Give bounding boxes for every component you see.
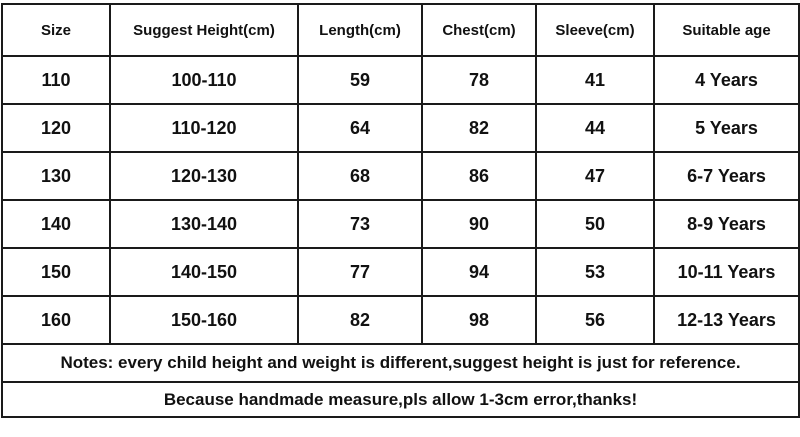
notes-row: [2, 344, 799, 382]
header-size: Size: [2, 4, 110, 56]
cell-suggest-height: 120-130: [110, 152, 298, 200]
cell-chest: 78: [422, 56, 536, 104]
cell-suggest-height: 130-140: [110, 200, 298, 248]
header-length: Length(cm): [298, 4, 422, 56]
notes-error-text: Because handmade measure,pls allow 1-3cm error,thanks!: [2, 382, 799, 417]
table-row: [2, 296, 799, 344]
table-row: [2, 200, 799, 248]
cell-chest: 86: [422, 152, 536, 200]
cell-size: 160: [2, 296, 110, 344]
cell-size: 120: [2, 104, 110, 152]
table-row: [2, 152, 799, 200]
cell-suggest-height: 150-160: [110, 296, 298, 344]
cell-chest: 90: [422, 200, 536, 248]
cell-length: 82: [298, 296, 422, 344]
cell-suggest-height: 110-120: [110, 104, 298, 152]
cell-suitable-age: 12-13 Years: [654, 296, 799, 344]
cell-suggest-height: 140-150: [110, 248, 298, 296]
header-suitable-age: Suitable age: [654, 4, 799, 56]
header-chest: Chest(cm): [422, 4, 536, 56]
cell-sleeve: 47: [536, 152, 654, 200]
cell-chest: 82: [422, 104, 536, 152]
cell-chest: 94: [422, 248, 536, 296]
table-row: [2, 56, 799, 104]
cell-sleeve: 53: [536, 248, 654, 296]
cell-sleeve: 41: [536, 56, 654, 104]
cell-size: 150: [2, 248, 110, 296]
header-suggest-height: Suggest Height(cm): [110, 4, 298, 56]
cell-suitable-age: 5 Years: [654, 104, 799, 152]
cell-size: 110: [2, 56, 110, 104]
cell-suitable-age: 10-11 Years: [654, 248, 799, 296]
cell-size: 130: [2, 152, 110, 200]
table-row: [2, 104, 799, 152]
cell-length: 77: [298, 248, 422, 296]
cell-suitable-age: 6-7 Years: [654, 152, 799, 200]
cell-length: 73: [298, 200, 422, 248]
cell-suitable-age: 8-9 Years: [654, 200, 799, 248]
cell-sleeve: 44: [536, 104, 654, 152]
notes-row: [2, 382, 799, 417]
cell-suggest-height: 100-110: [110, 56, 298, 104]
cell-sleeve: 50: [536, 200, 654, 248]
header-sleeve: Sleeve(cm): [536, 4, 654, 56]
cell-length: 68: [298, 152, 422, 200]
cell-length: 64: [298, 104, 422, 152]
table-row: [2, 248, 799, 296]
cell-length: 59: [298, 56, 422, 104]
notes-reference-text: Notes: every child height and weight is different,suggest height is just for reference.: [2, 344, 799, 382]
cell-suitable-age: 4 Years: [654, 56, 799, 104]
size-chart-table: [1, 3, 800, 418]
cell-sleeve: 56: [536, 296, 654, 344]
cell-chest: 98: [422, 296, 536, 344]
table-header-row: [2, 4, 799, 56]
cell-size: 140: [2, 200, 110, 248]
